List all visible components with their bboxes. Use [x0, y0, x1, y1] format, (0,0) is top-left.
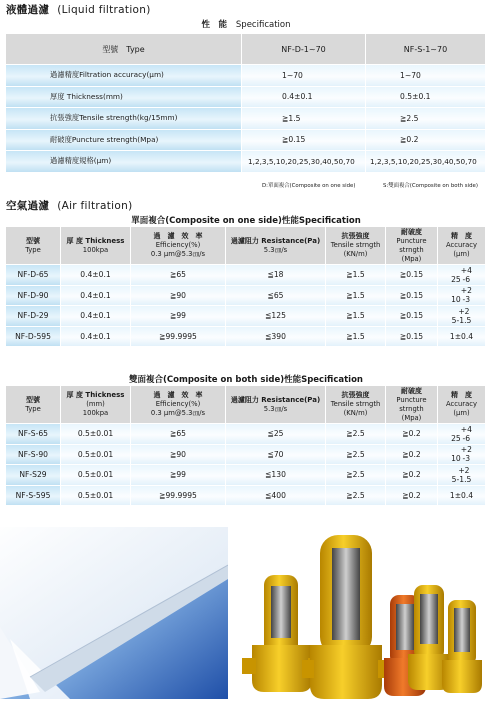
tolerance-minus: -6 [462, 274, 471, 284]
spec-cn: 性 能 [201, 20, 228, 30]
h-pun-unit: (Mpa) [401, 254, 422, 263]
h-acc-en: Accuracy [445, 241, 478, 249]
h-eff-cn: 過 濾 效 率 [153, 391, 203, 399]
cell-accuracy [438, 306, 486, 327]
accuracy-value: 25 [451, 274, 461, 284]
liquid-section-title [6, 2, 151, 17]
header-resistance [226, 386, 326, 424]
cell-puncture: ≧0.15 [386, 265, 438, 286]
cell-resistance: ≦130 [226, 465, 326, 486]
cell-tensile: ≧2.5 [326, 445, 386, 466]
cell-accuracy [438, 424, 486, 445]
cell-tensile: ≧2.5 [326, 465, 386, 486]
note-one-side: D:單面複合(Composite on one side) [262, 183, 356, 189]
header-thickness [61, 386, 131, 424]
cell-accuracy [438, 327, 486, 348]
header-puncture [386, 227, 438, 265]
cell-accuracy [438, 486, 486, 507]
cell-efficiency: ≧65 [131, 424, 226, 445]
header-accuracy [438, 386, 486, 424]
cell-efficiency: ≧99 [131, 306, 226, 327]
cell-type: NF-S-595 [6, 486, 61, 507]
h-type-cn: 型號 [26, 395, 40, 404]
cell-s: ≧0.2 [366, 130, 486, 152]
h-acc-cn: 精 度 [451, 391, 472, 399]
row-label: 抗張強度Tensile strength(kg/15mm) [6, 108, 242, 130]
cell-thickness: 0.4±0.1 [61, 286, 131, 307]
cell-efficiency: ≧65 [131, 265, 226, 286]
cell-resistance: ≦65 [226, 286, 326, 307]
cell-efficiency: ≧99.9995 [131, 327, 226, 348]
header-type [6, 386, 61, 424]
h-eff-sub: 0.3 μm@5.3㎝/s [150, 250, 206, 258]
table-header [6, 227, 486, 265]
cell-thickness: 0.5±0.01 [61, 445, 131, 466]
header-resistance [226, 227, 326, 265]
cell-efficiency: ≧90 [131, 445, 226, 466]
accuracy-tolerance [457, 466, 472, 484]
h-ten-cn: 抗張強度 [341, 232, 370, 240]
cell-accuracy [438, 286, 486, 307]
table-row [6, 65, 486, 87]
h-type-en: Type [25, 245, 41, 254]
h-ten-unit: (KN/m) [343, 409, 368, 417]
h-acc-unit: (μm) [453, 409, 470, 417]
tolerance-minus: -3 [462, 454, 471, 464]
cell-tensile: ≧1.5 [326, 265, 386, 286]
accuracy-tolerance [461, 286, 472, 304]
cell-thickness: 0.4±0.1 [61, 327, 131, 348]
filter-housings-image [242, 520, 490, 703]
air-title-cn: 空氣過濾 [6, 200, 50, 212]
cell-type: NF-S-90 [6, 445, 61, 466]
header-nf-d: NF-D-1~70 [242, 34, 366, 65]
one-side-heading: 單面複合(Composite on one side)性能Specification [131, 216, 361, 226]
h-thick-sub: 100kpa [82, 245, 109, 254]
liquid-spec-table [6, 34, 486, 173]
table-row [6, 424, 486, 445]
cell-d: 0.4±0.1 [242, 87, 366, 109]
header-efficiency [131, 227, 226, 265]
header-tensile [326, 386, 386, 424]
h-res: 過濾阻力 Resistance(Pa) [230, 236, 321, 245]
tolerance-plus: +4 [460, 424, 472, 434]
cell-s: 0.5±0.1 [366, 87, 486, 109]
air-section-title [6, 198, 132, 213]
tolerance-plus: +2 [460, 445, 472, 455]
tolerance-plus: +2 [458, 465, 470, 475]
h-thick-sub: 100kpa [82, 409, 109, 417]
cell-s: 1,2,3,5,10,20,25,30,40,50,70 [366, 151, 486, 173]
h-ten-en: Tensile strngth [330, 241, 381, 249]
cell-accuracy [438, 265, 486, 286]
cell-thickness: 0.5±0.01 [61, 424, 131, 445]
table-row [6, 151, 486, 173]
cell-resistance: ≦390 [226, 327, 326, 348]
cell-efficiency: ≧90 [131, 286, 226, 307]
cell-puncture: ≧0.2 [386, 424, 438, 445]
h-type-cn: 型號 [26, 236, 40, 245]
tolerance-plus: +4 [460, 265, 472, 275]
h-type-en: Type [25, 404, 41, 413]
h-ten-unit: (KN/m) [343, 250, 368, 258]
cell-resistance: ≦70 [226, 445, 326, 466]
table-header [6, 386, 486, 424]
row-label: 過濾精度規格(μm) [6, 151, 242, 173]
h-acc-unit: (μm) [453, 250, 470, 258]
table-row [6, 486, 486, 507]
note-both-side: S:雙面複合(Composite on both side) [383, 183, 478, 189]
table-row [6, 108, 486, 130]
housing-right [442, 600, 482, 693]
table-row [6, 130, 486, 152]
accuracy-value: 10 [451, 454, 461, 464]
header-puncture [386, 386, 438, 424]
h-res: 過濾阻力 Resistance(Pa) [230, 395, 321, 404]
accuracy-tolerance [461, 445, 472, 463]
h-pun-unit: (Mpa) [401, 413, 422, 422]
h-eff-en: Efficiency(%) [155, 241, 201, 249]
cell-accuracy [438, 465, 486, 486]
header-accuracy [438, 227, 486, 265]
both-side-heading: 雙面複合(Composite on both side)性能Specification [129, 375, 363, 385]
tolerance-minus: -1.5 [456, 315, 472, 325]
cell-d: ≧1.5 [242, 108, 366, 130]
cell-thickness: 0.5±0.01 [61, 465, 131, 486]
cell-puncture: ≧0.2 [386, 465, 438, 486]
row-label: 耐破度Puncture strength(Mpa) [6, 130, 242, 152]
accuracy-tolerance [457, 307, 472, 325]
header-type: 型號 Type [6, 34, 242, 65]
table-row [6, 265, 486, 286]
cell-s: 1~70 [366, 65, 486, 87]
table-row [6, 445, 486, 466]
accuracy-value: 5 [451, 315, 457, 325]
cell-puncture: ≧0.15 [386, 286, 438, 307]
tolerance-plus: +2 [460, 286, 472, 296]
cell-efficiency: ≧99.9995 [131, 486, 226, 507]
tolerance-minus: -3 [462, 295, 471, 305]
tolerance-plus: +2 [458, 306, 470, 316]
h-acc-cn: 精 度 [451, 232, 472, 240]
h-res-sub: 5.3㎝/s [263, 245, 288, 254]
h-pun-en: Puncture strngth [396, 395, 427, 413]
cell-puncture: ≧0.2 [386, 445, 438, 466]
accuracy-tolerance [461, 425, 472, 443]
cell-tensile: ≧1.5 [326, 327, 386, 348]
cell-type: NF-D-29 [6, 306, 61, 327]
cell-d: ≧0.15 [242, 130, 366, 152]
header-type [6, 227, 61, 265]
spec-en: Specification [235, 20, 291, 30]
h-thick: 厚 度 Thickness [66, 391, 125, 399]
cell-tensile: ≧2.5 [326, 424, 386, 445]
h-acc-en: Accuracy [445, 400, 478, 408]
cell-resistance: ≦25 [226, 424, 326, 445]
housing-large [302, 535, 390, 699]
accuracy-value: 10 [451, 295, 461, 305]
table-row [6, 465, 486, 486]
h-eff-sub: 0.3 μm@5.3㎝/s [150, 409, 206, 417]
tolerance-minus: -1.5 [456, 474, 472, 484]
table-row [6, 306, 486, 327]
h-eff-cn: 過 濾 效 率 [153, 232, 203, 240]
table-header [6, 34, 486, 65]
header-tensile [326, 227, 386, 265]
h-ten-en: Tensile strngth [330, 400, 381, 408]
cell-tensile: ≧1.5 [326, 306, 386, 327]
cell-resistance: ≦18 [226, 265, 326, 286]
h-thick: 厚 度 Thickness [66, 236, 125, 245]
cell-efficiency: ≧99 [131, 465, 226, 486]
cell-type: NF-S-65 [6, 424, 61, 445]
cell-type: NF-D-65 [6, 265, 61, 286]
liquid-title-en: (Liquid filtration) [57, 4, 151, 16]
h-res-sub: 5.3㎝/s [263, 404, 288, 413]
cell-puncture: ≧0.2 [386, 486, 438, 507]
air-one-side-table [6, 227, 486, 347]
liquid-title-cn: 液體過濾 [6, 4, 50, 16]
accuracy-value: 5 [451, 474, 457, 484]
accuracy-value: 1±0.4 [449, 331, 474, 341]
header-thickness [61, 227, 131, 265]
row-label: 過濾精度Filtration accuracy(μm) [6, 65, 242, 87]
header-efficiency [131, 386, 226, 424]
cell-puncture: ≧0.15 [386, 306, 438, 327]
h-pun-cn: 耐破度 [401, 227, 422, 236]
h-pun-cn: 耐破度 [401, 386, 422, 395]
table-row [6, 286, 486, 307]
accuracy-value: 1±0.4 [449, 490, 474, 500]
h-ten-cn: 抗張強度 [341, 391, 370, 399]
cell-accuracy [438, 445, 486, 466]
h-eff-en: Efficiency(%) [155, 400, 201, 408]
cell-d: 1~70 [242, 65, 366, 87]
air-title-en: (Air filtration) [57, 200, 133, 212]
cell-thickness: 0.4±0.1 [61, 306, 131, 327]
table-row [6, 327, 486, 348]
h-thick-unit: (mm) [86, 400, 105, 408]
cell-resistance: ≦400 [226, 486, 326, 507]
row-label: 厚度 Thickness(mm) [6, 87, 242, 109]
h-pun-en: Puncture strngth [396, 236, 427, 254]
accuracy-tolerance [461, 266, 472, 284]
filter-media-sheets-image [0, 527, 228, 699]
air-both-side-table [6, 386, 486, 506]
accuracy-value: 25 [451, 433, 461, 443]
header-nf-s: NF-S-1~70 [366, 34, 486, 65]
cell-tensile: ≧1.5 [326, 286, 386, 307]
cell-resistance: ≦125 [226, 306, 326, 327]
cell-tensile: ≧2.5 [326, 486, 386, 507]
cell-thickness: 0.5±0.01 [61, 486, 131, 507]
cell-type: NF-D-90 [6, 286, 61, 307]
tolerance-minus: -6 [462, 433, 471, 443]
cell-type: NF-D-595 [6, 327, 61, 348]
cell-puncture: ≧0.15 [386, 327, 438, 348]
table-row [6, 87, 486, 109]
cell-d: 1,2,3,5,10,20,25,30,40,50,70 [242, 151, 366, 173]
liquid-spec-heading [0, 18, 492, 30]
cell-thickness: 0.4±0.1 [61, 265, 131, 286]
cell-type: NF-S29 [6, 465, 61, 486]
cell-s: ≧2.5 [366, 108, 486, 130]
